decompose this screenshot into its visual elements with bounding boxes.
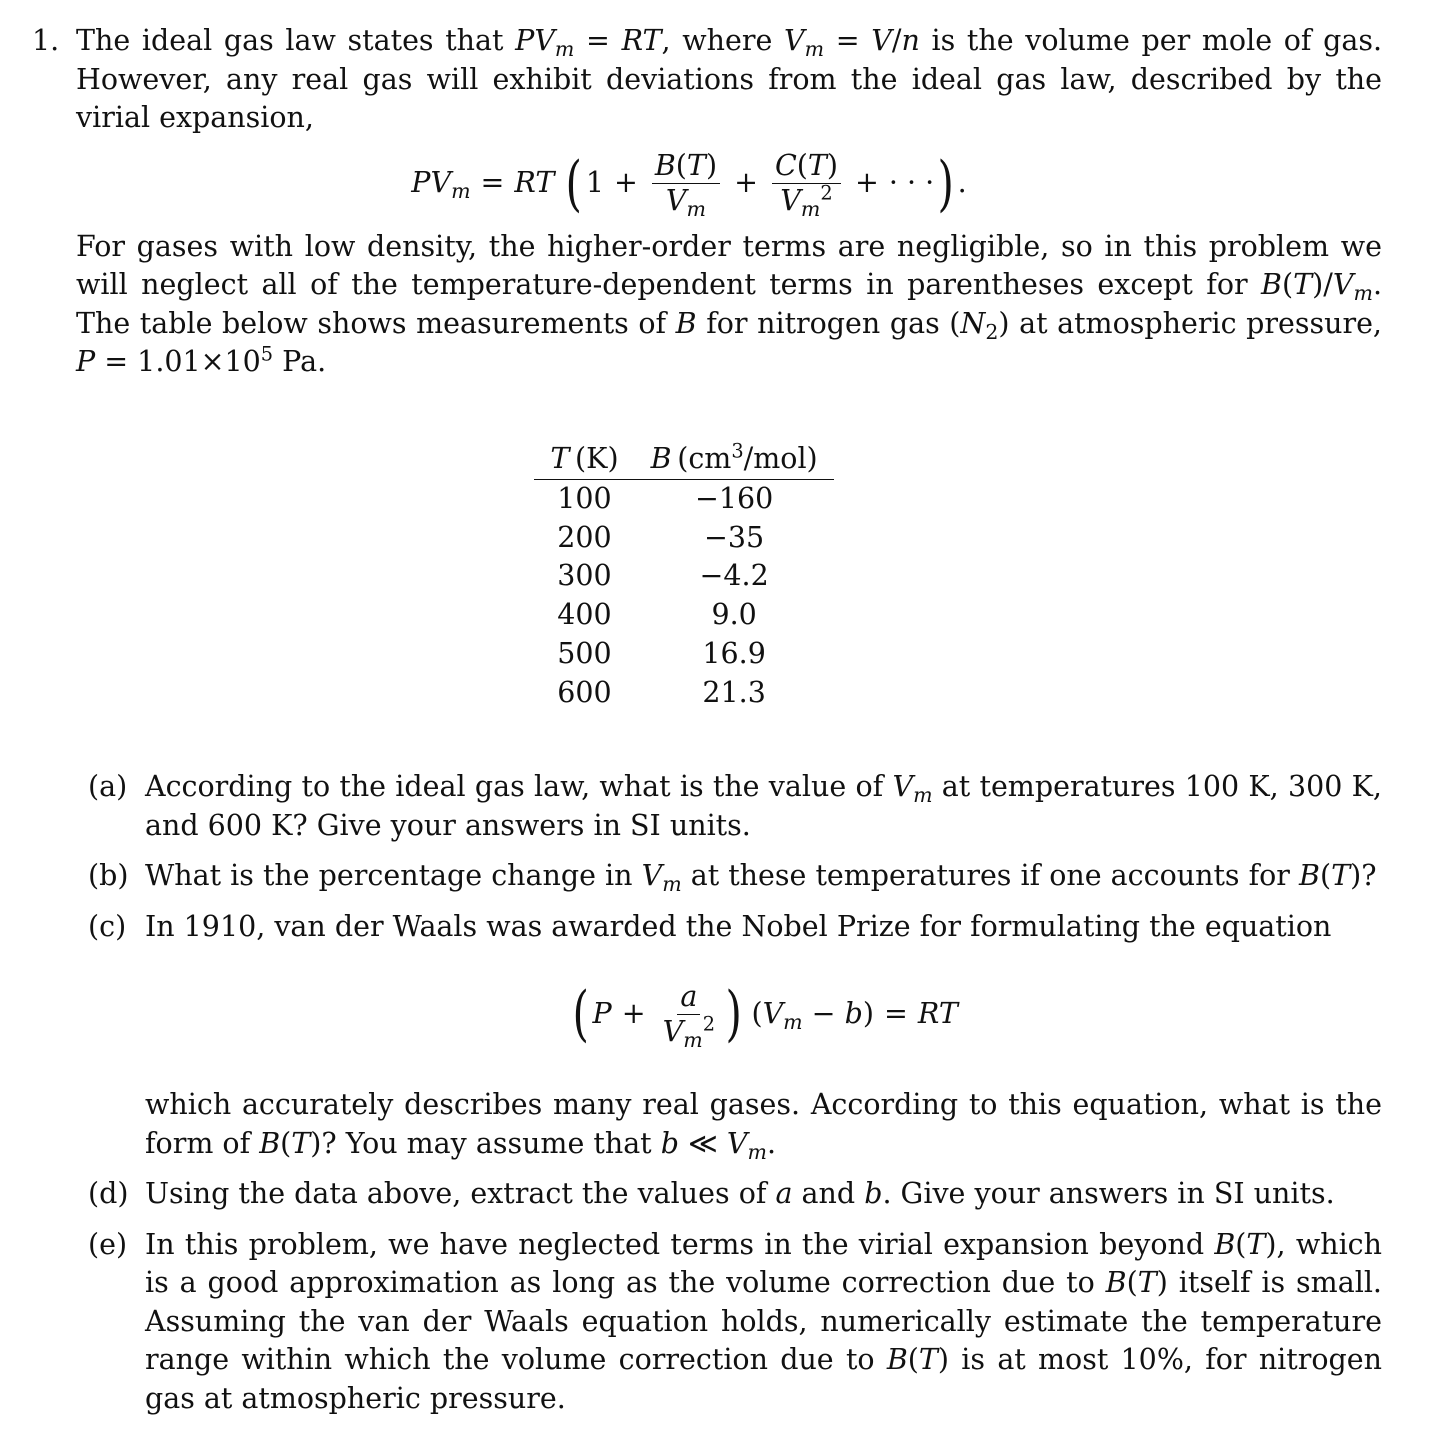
table-row: [534, 480, 833, 519]
part-d: (d) Using the data above, extract the values of a and b. Give your answers in SI units.: [145, 1175, 1382, 1214]
cell-b: −160: [694, 482, 774, 516]
cell-b: −4.2: [699, 559, 769, 593]
part-label: (a): [88, 770, 128, 804]
part-a: (a) According to the ideal gas law, what is the value of $V_m$ at temperatures 100 K, 300 K, and 600 K? Give your answers in SI units.: [88, 770, 1382, 842]
part-e: (e) In this problem, we have neglected terms in the virial expansion beyond B(T), which is a good approximation as long as the volume correction due to B(T) itself is small. Assuming the van der Waals equation holds, numerically estimate the temperature range within which the volume correction due to B(T) is at most 10%, for nitrogen gas at atmospheric pressure.: [88, 1227, 1382, 1415]
cell-temperature: 200: [557, 520, 612, 554]
cell-b: 16.9: [702, 636, 766, 670]
part-label: (c): [88, 909, 127, 943]
table-row: [534, 519, 833, 558]
van-der-waals-equation: ( P + $\frac{a}{V_m^2}$ ) $(V_m - b)$ = RT: [572, 979, 958, 1052]
problem-number: 1.: [32, 24, 60, 57]
part-b: (b) What is the percentage change in $V_m$ at these temperatures if one accounts for B(T)?: [88, 859, 1377, 897]
table-row: [534, 635, 833, 674]
cell-temperature: 400: [557, 598, 612, 632]
cell-temperature: 500: [557, 636, 612, 670]
table-row: [534, 557, 833, 596]
column-header-temperature: T (K): [534, 440, 634, 480]
part-label: (b): [88, 859, 129, 893]
virial-coefficient-table: [534, 440, 833, 713]
data-table-wrapper: [0, 440, 1382, 713]
virial-expansion-equation: $PV_m$ = RT ( 1 + $\frac{B(T)}{V_m}$ + $\frac{C(T)}{V_m^2}$ + · · · ) .: [411, 148, 967, 222]
part-c: (c) In 1910, van der Waals was awarded the Nobel Prize for formulating the equation ( P + $\frac{a}{V_m^2}$ ) $(V_m - b)$ = RT which accurately describes many real gases. According to this equation, what is the form of B(T)? You may assume that b ≪ $V_m$.: [88, 909, 1382, 1164]
part-label: (d): [88, 1177, 129, 1211]
column-header-b: B $(cm^3/mol)$: [635, 440, 834, 480]
problem-1: [32, 22, 1382, 1430]
sub-questions: [76, 768, 1382, 1418]
cell-temperature: 100: [557, 482, 612, 516]
cell-b: −35: [704, 520, 765, 554]
table-row: [534, 673, 833, 712]
table-row: [534, 596, 833, 635]
intro-paragraph: The ideal gas law states that $PV_m$ = RT, where $V_m = V/n$ is the volume per mole of gas. However, any real gas will exhibit deviations from the ideal gas law, described by the virial expansion,: [76, 24, 1383, 134]
cell-temperature: 300: [557, 559, 612, 593]
cell-b: 9.0: [711, 598, 757, 632]
part-label: (e): [88, 1227, 128, 1261]
data-description-paragraph: For gases with low density, the higher-order terms are negligible, so in this problem we will neglect all of the temperature-dependent terms in parentheses except for $B(T)/V_m$. The table below shows measurements of B for nitrogen gas $(N_2)$ at atmospheric pressure, $P = 1.01\times 10^5$ Pa.: [76, 229, 1382, 378]
cell-b: 21.3: [702, 675, 766, 709]
table-header-row: [534, 440, 833, 480]
cell-temperature: 600: [557, 675, 612, 709]
problem-body: [76, 22, 1382, 1418]
